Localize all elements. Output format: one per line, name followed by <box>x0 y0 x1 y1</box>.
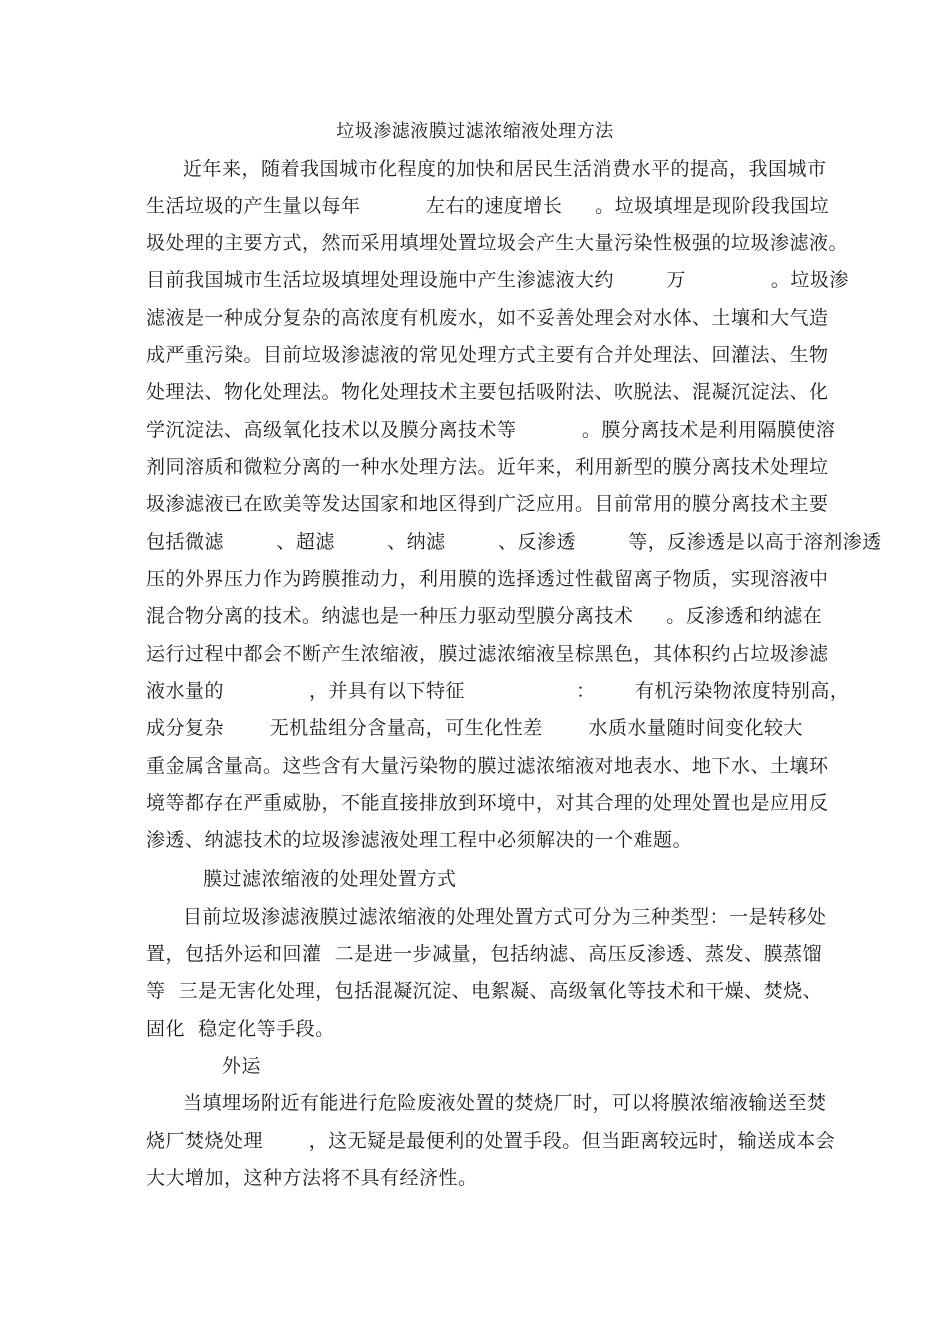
paragraph-line: 渗透、纳滤技术的垃圾渗滤液处理工程中必须解决的一个难题。 <box>146 829 693 851</box>
paragraph-line: 近年来，随着我国城市化程度的加快和居民生活消费水平的提高，我国城市 <box>183 158 827 180</box>
paragraph-line: 重金属含量高。这些含有大量污染物的膜过滤浓缩液对地表水、地下水、土壤环 <box>146 755 829 777</box>
paragraph-line: 圾处理的主要方式，然而采用填埋处置垃圾会产生大量污染性极强的垃圾渗滤液。 <box>146 232 849 254</box>
section-heading: 外运 <box>222 1055 262 1077</box>
paragraph-line: 境等都存在严重威胁，不能直接排放到环境中，对其合理的处理处置也是应用反 <box>146 792 829 814</box>
paragraph-line: 混合物分离的技术。纳滤也是一种压力驱动型膜分离技术 。反渗透和纳滤在 <box>146 605 823 627</box>
paragraph-line: 成分复杂 无机盐组分含量高，可生化性差 水质水量随时间变化较大 <box>146 717 804 739</box>
paragraph-line: 置，包括外运和回灌 二是进一步减量，包括纳滤、高压反渗透、蒸发、膜蒸馏 <box>146 943 823 965</box>
paragraph-line: 学沉淀法、高级氧化技术以及膜分离技术等 。膜分离技术是利用隔膜使溶 <box>146 419 836 441</box>
paragraph-line: 固化 稳定化等手段。 <box>146 1018 335 1040</box>
paragraph-line: 等 三是无害化处理，包括混凝沉淀、电絮凝、高级氧化等技术和干燥、焚烧、 <box>146 980 823 1002</box>
paragraph-line: 大大增加，这种方法将不具有经济性。 <box>146 1167 478 1189</box>
paragraph-line: 烧厂焚烧处理 ，这无疑是最便利的处置手段。但当距离较远时，输送成本会 <box>146 1130 836 1152</box>
paragraph-line: 剂同溶质和微粒分离的一种水处理方法。近年来，利用新型的膜分离技术处理垃 <box>146 456 829 478</box>
paragraph-line: 包括微滤 、超滤 、纳滤 、反渗透 等，反渗透是以高于溶剂渗透 <box>146 531 882 553</box>
paragraph-line: 目前垃圾渗滤液膜过滤浓缩液的处理处置方式可分为三种类型：一是转移处 <box>183 906 827 928</box>
paragraph-line: 处理法、物化处理法。物化处理技术主要包括吸附法、吹脱法、混凝沉淀法、化 <box>146 381 829 403</box>
paragraph-line: 生活垃圾的产生量以每年 左右的速度增长 。垃圾填埋是现阶段我国垃 <box>146 195 830 217</box>
paragraph-line: 压的外界压力作为跨膜推动力，利用膜的选择透过性截留离子物质，实现溶液中 <box>146 568 829 590</box>
paragraph-line: 成严重污染。目前垃圾渗滤液的常见处理方式主要有合并处理法、回灌法、生物 <box>146 344 829 366</box>
paragraph-line: 目前我国城市生活垃圾填埋处理设施中产生渗滤液大约 万 。垃圾渗 <box>146 269 849 291</box>
section-heading: 膜过滤浓缩液的处理处置方式 <box>203 868 457 890</box>
paragraph-line: 圾渗滤液已在欧美等发达国家和地区得到广泛应用。目前常用的膜分离技术主要 <box>146 493 829 515</box>
paragraph-line: 运行过程中都会不断产生浓缩液，膜过滤浓缩液呈棕黑色，其体积约占垃圾渗滤 <box>146 643 829 665</box>
paragraph-line: 当填埋场附近有能进行危险废液处置的焚烧厂时，可以将膜浓缩液输送至焚 <box>183 1092 827 1114</box>
document-title: 垃圾渗滤液膜过滤浓缩液处理方法 <box>336 121 614 142</box>
paragraph-line: 滤液是一种成分复杂的高浓度有机废水，如不妥善处理会对水体、土壤和大气造 <box>146 307 829 329</box>
paragraph-line: 液水量的 ，并具有以下特征 ： 有机污染物浓度特别高， <box>146 680 850 702</box>
